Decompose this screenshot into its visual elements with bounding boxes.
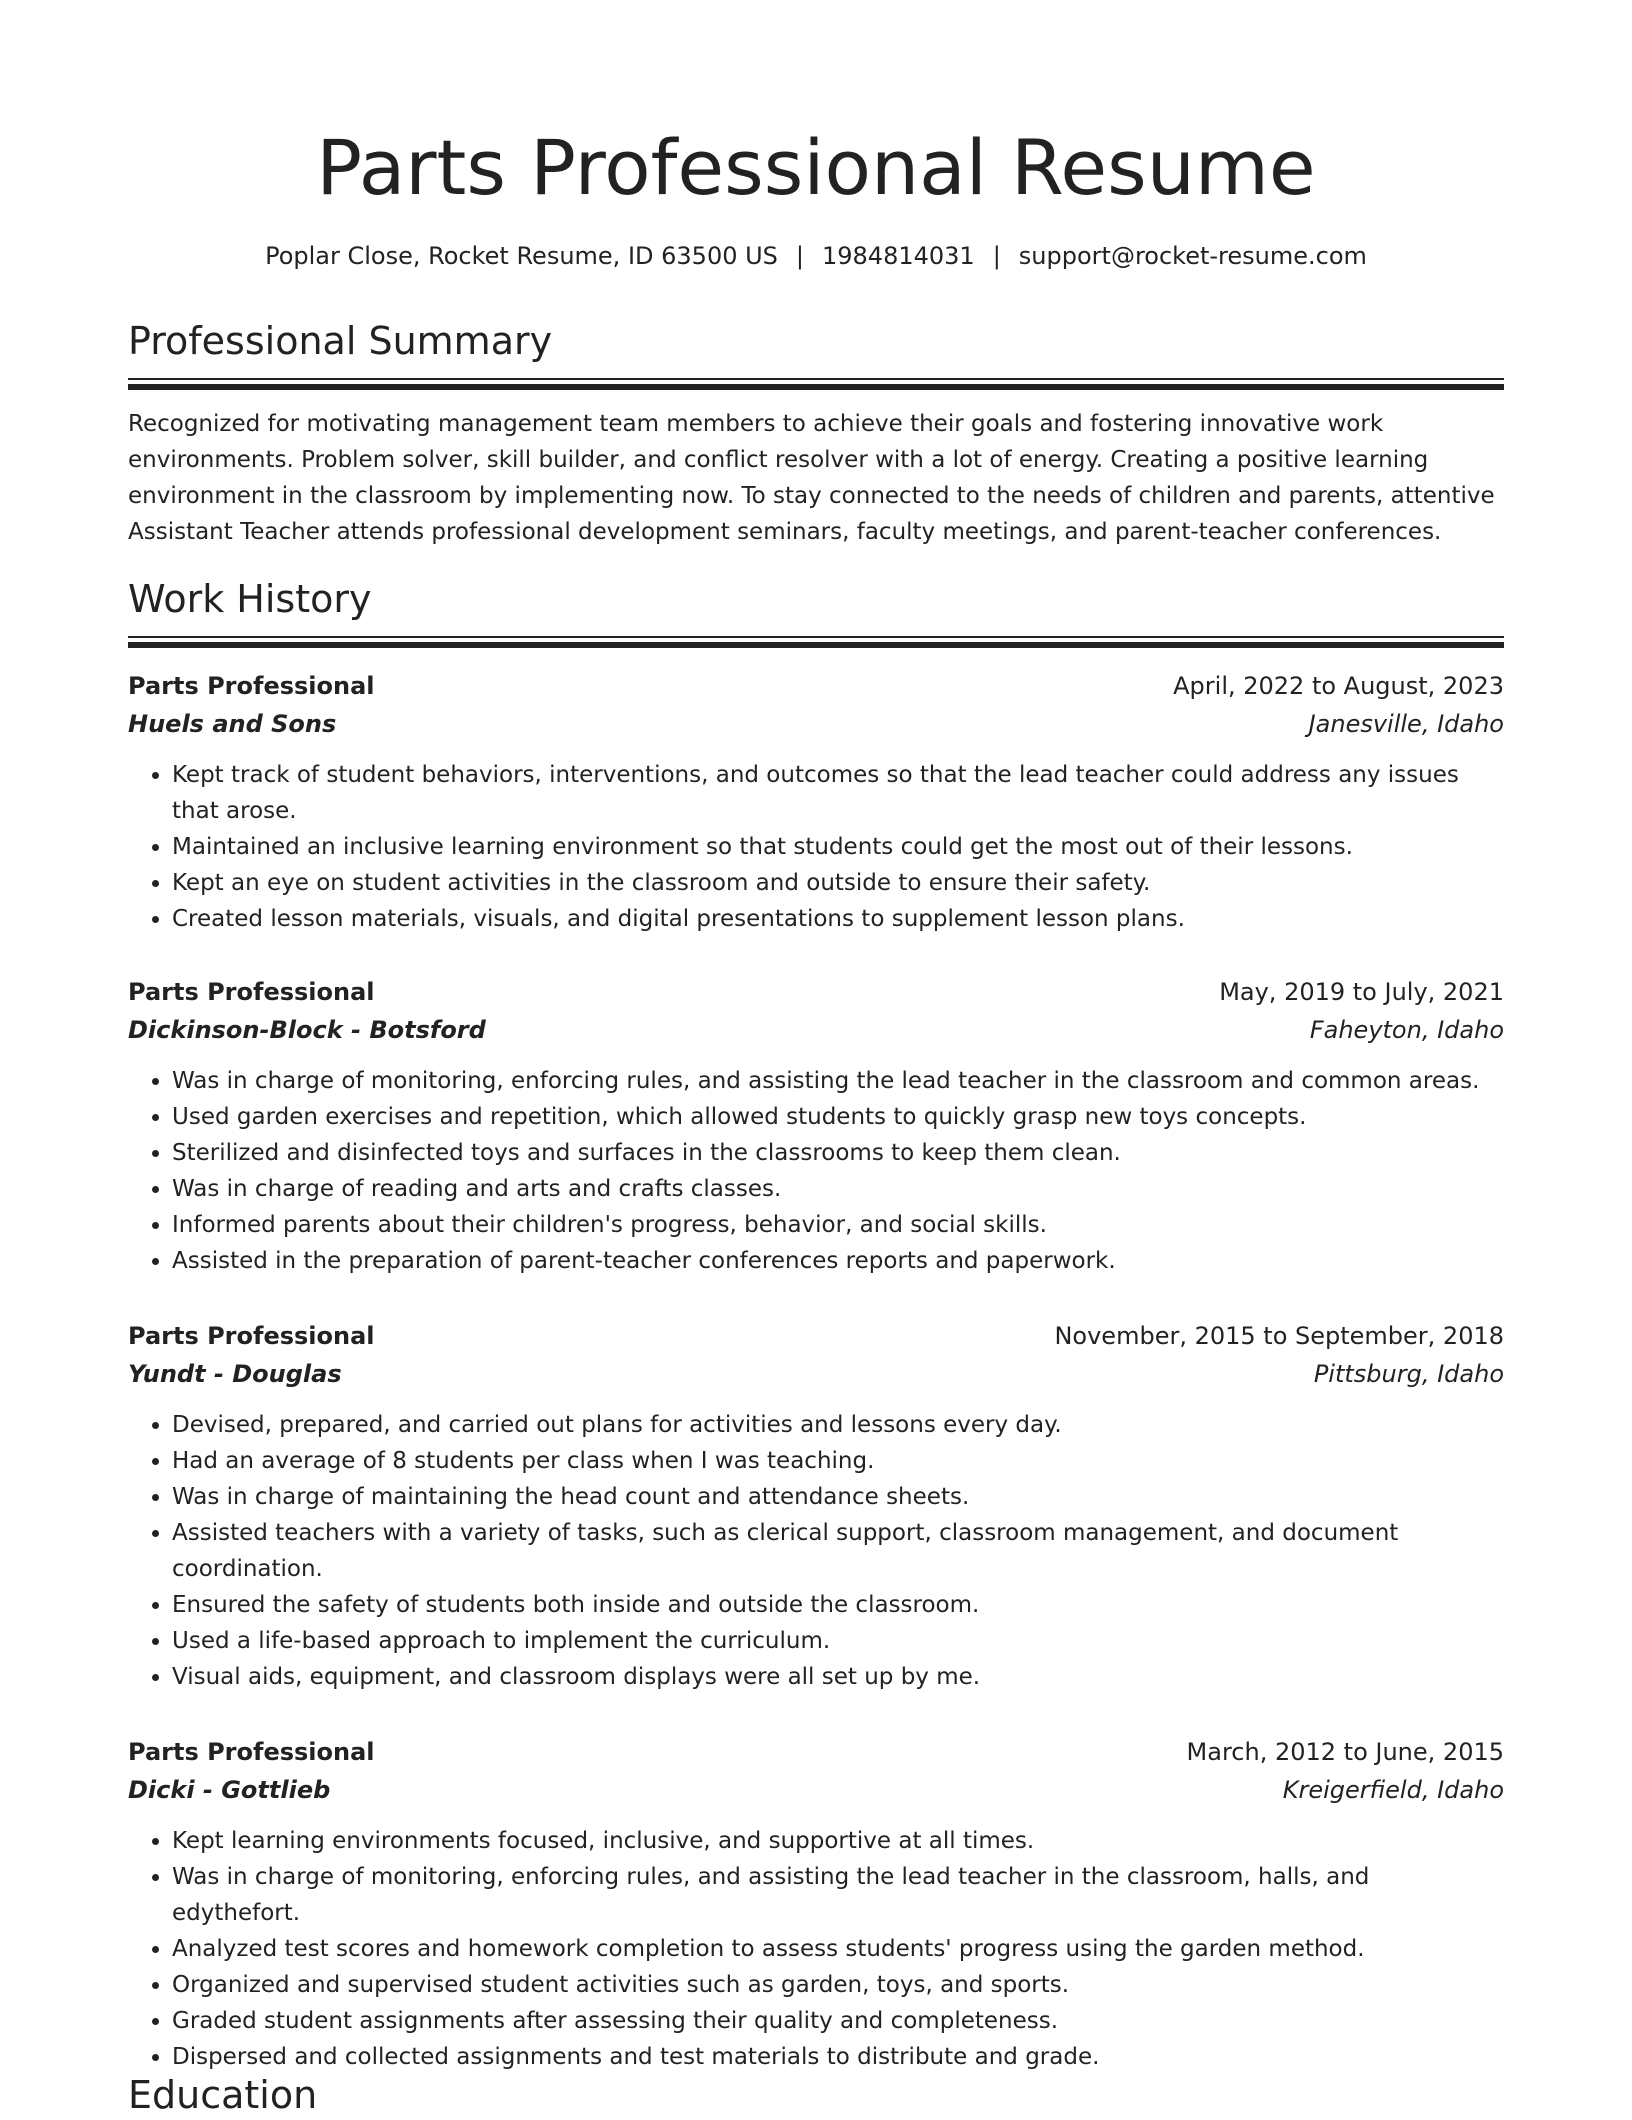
job-dates: April, 2022 to August, 2023 [1173, 672, 1504, 700]
list-item: • Used garden exercises and repetition, which allowed students to quickly grasp new toys concepts. [172, 1099, 1504, 1135]
section-heading-summary: Professional Summary [128, 319, 553, 363]
list-item: • Graded student assignments after assessing their quality and completeness. [172, 2003, 1504, 2039]
contact-email: support@rocket-resume.com [1018, 242, 1367, 270]
list-item: • Dispersed and collected assignments and test materials to distribute and grade. [172, 2039, 1504, 2075]
job-dates: November, 2015 to September, 2018 [1054, 1322, 1504, 1350]
list-item: • Kept an eye on student activities in the classroom and outside to ensure their safety. [172, 865, 1504, 901]
job-bullets [128, 1823, 1504, 2075]
list-item: • Assisted teachers with a variety of tasks, such as clerical support, classroom management, and document coordination. [172, 1515, 1504, 1587]
section-heading-work-history: Work History [128, 577, 372, 621]
section-divider [128, 636, 1504, 648]
resume-title: Parts Professional Resume [316, 123, 1316, 212]
list-item: • Created lesson materials, visuals, and digital presentations to supplement lesson plans. [172, 901, 1504, 937]
job-bullets [128, 757, 1504, 937]
list-item: • Kept learning environments focused, inclusive, and supportive at all times. [172, 1823, 1504, 1859]
list-item: • Devised, prepared, and carried out plans for activities and lessons every day. [172, 1407, 1504, 1443]
job-entry [128, 667, 1504, 937]
job-company: Dickinson-Block - Botsford [128, 1016, 486, 1044]
list-item: • Ensured the safety of students both inside and outside the classroom. [172, 1587, 1504, 1623]
list-item: • Used a life-based approach to implement the curriculum. [172, 1623, 1504, 1659]
job-location: Faheyton, Idaho [1309, 1016, 1504, 1044]
job-title: Parts Professional [128, 672, 375, 700]
list-item: • Sterilized and disinfected toys and surfaces in the classrooms to keep them clean. [172, 1135, 1504, 1171]
contact-separator: | [795, 242, 804, 270]
job-dates: March, 2012 to June, 2015 [1186, 1738, 1504, 1766]
list-item: • Informed parents about their children's progress, behavior, and social skills. [172, 1207, 1504, 1243]
contact-phone: 1984814031 [822, 242, 975, 270]
list-item: • Was in charge of maintaining the head count and attendance sheets. [172, 1479, 1504, 1515]
section-divider [128, 378, 1504, 390]
job-title: Parts Professional [128, 1738, 375, 1766]
job-bullets [128, 1407, 1504, 1695]
list-item: • Was in charge of monitoring, enforcing rules, and assisting the lead teacher in the classroom and common areas. [172, 1063, 1504, 1099]
summary-text: Recognized for motivating management team members to achieve their goals and fostering innovative work environments. Problem solver, skill builder, and conflict resolver with a lot of energy. Creating a positive learning environment in the classroom by implementing now. To stay connected to the needs of children and parents, attentive Assistant Teacher attends professional development seminars, faculty meetings, and parent-teacher conferences. [128, 411, 1495, 545]
contact-address: Poplar Close, Rocket Resume, ID 63500 US [265, 242, 778, 270]
job-title: Parts Professional [128, 978, 375, 1006]
list-item: • Visual aids, equipment, and classroom displays were all set up by me. [172, 1659, 1504, 1695]
job-company: Huels and Sons [128, 710, 337, 738]
list-item: • Kept track of student behaviors, interventions, and outcomes so that the lead teacher could address any issues that arose. [172, 757, 1504, 829]
list-item: • Assisted in the preparation of parent-teacher conferences reports and paperwork. [172, 1243, 1504, 1279]
job-bullets [128, 1063, 1504, 1279]
list-item: • Was in charge of reading and arts and crafts classes. [172, 1171, 1504, 1207]
list-item: • Had an average of 8 students per class when I was teaching. [172, 1443, 1504, 1479]
contact-line [128, 238, 1504, 274]
job-company: Dicki - Gottlieb [128, 1776, 331, 1804]
list-item: • Was in charge of monitoring, enforcing rules, and assisting the lead teacher in the classroom, halls, and edythefort. [172, 1859, 1504, 1931]
job-location: Janesville, Idaho [1308, 710, 1504, 738]
job-location: Pittsburg, Idaho [1313, 1360, 1504, 1388]
job-entry [128, 1733, 1504, 2075]
job-entry [128, 1317, 1504, 1695]
job-dates: May, 2019 to July, 2021 [1219, 978, 1504, 1006]
contact-separator: | [992, 242, 1001, 270]
job-entry [128, 973, 1504, 1279]
job-title: Parts Professional [128, 1322, 375, 1350]
job-location: Kreigerfield, Idaho [1282, 1776, 1504, 1804]
list-item: • Maintained an inclusive learning environment so that students could get the most out of their lessons. [172, 829, 1504, 865]
list-item: • Analyzed test scores and homework completion to assess students' progress using the garden method. [172, 1931, 1504, 1967]
section-heading-education: Education [128, 2073, 318, 2117]
list-item: • Organized and supervised student activities such as garden, toys, and sports. [172, 1967, 1504, 2003]
job-company: Yundt - Douglas [128, 1360, 342, 1388]
